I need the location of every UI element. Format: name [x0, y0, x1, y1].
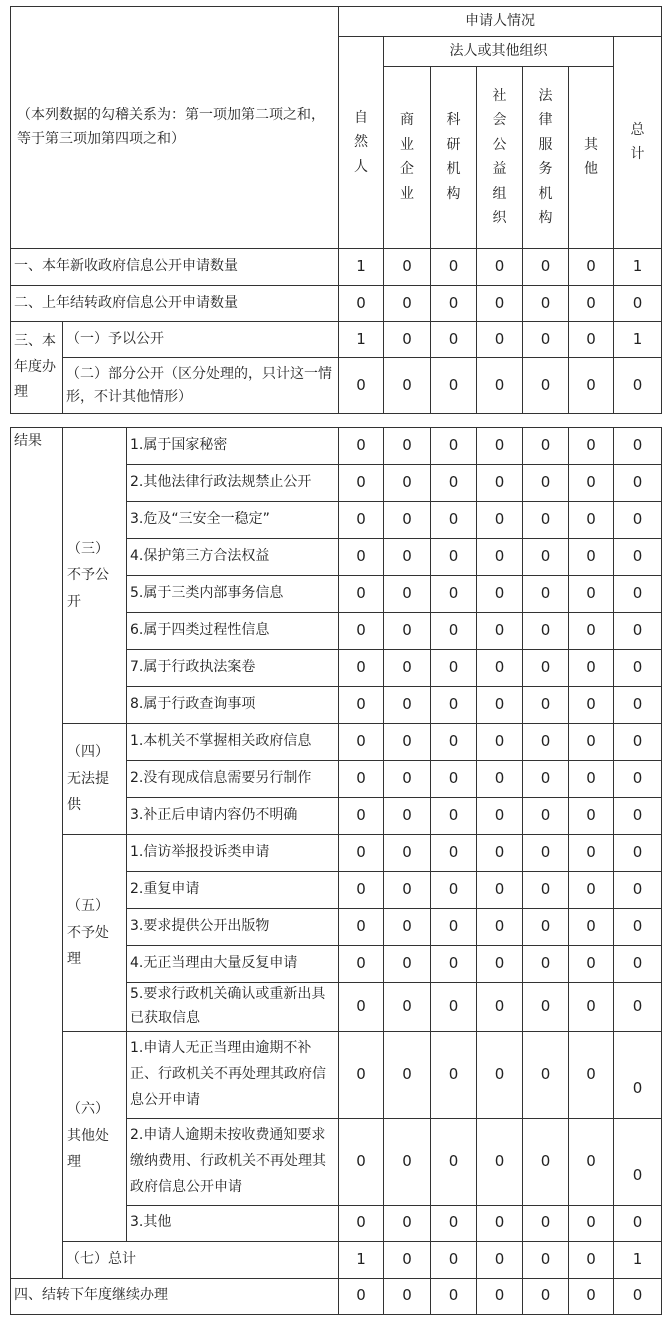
cell-value: 0 [569, 322, 614, 358]
cell-value: 0 [339, 428, 384, 465]
cell-value: 0 [569, 502, 614, 539]
cell-value: 1 [339, 1241, 384, 1278]
group-label: （四）无法提供 [63, 724, 127, 835]
cell-value: 0 [431, 576, 477, 613]
cell-value: 0 [384, 576, 431, 613]
cell-value: 0 [339, 946, 384, 983]
commercial-header: 商业企业 [384, 67, 431, 249]
cell-value: 0 [384, 1205, 431, 1241]
cell-value: 0 [384, 835, 431, 872]
row-label: 6.属于四类过程性信息 [127, 613, 339, 650]
cell-value: 0 [477, 1118, 523, 1205]
cell-value: 0 [523, 576, 569, 613]
row-label: 3.要求提供公开出版物 [127, 909, 339, 946]
row-label: 5.要求行政机关确认或重新出具已获取信息 [127, 983, 339, 1032]
cell-value: 0 [384, 687, 431, 724]
cell-value: 0 [477, 983, 523, 1032]
row-label: 一、本年新收政府信息公开申请数量 [11, 249, 339, 286]
table-row [11, 1241, 662, 1278]
cell-value: 0 [614, 428, 662, 465]
cell-value: 0 [431, 687, 477, 724]
cell-value: 0 [569, 613, 614, 650]
cell-value: 0 [614, 983, 662, 1032]
cell-value: 0 [477, 322, 523, 358]
cell-value: 0 [523, 428, 569, 465]
cell-value: 0 [384, 613, 431, 650]
cell-value: 0 [431, 983, 477, 1032]
cell-value: 0 [339, 358, 384, 414]
cell-value: 0 [339, 798, 384, 835]
cell-value: 0 [384, 909, 431, 946]
cell-value: 0 [569, 687, 614, 724]
cell-value: 0 [614, 613, 662, 650]
cell-value: 0 [384, 428, 431, 465]
table-row [11, 286, 662, 322]
row-label: 3.危及“三安全一稳定” [127, 502, 339, 539]
cell-value: 0 [477, 650, 523, 687]
row-label: 1.本机关不掌握相关政府信息 [127, 724, 339, 761]
cell-value: 0 [339, 909, 384, 946]
cell-value: 0 [431, 946, 477, 983]
cell-value: 0 [569, 724, 614, 761]
row-label: （一）予以公开 [63, 322, 339, 358]
cell-value: 0 [569, 286, 614, 322]
cell-value: 0 [477, 502, 523, 539]
cell-value: 0 [339, 1205, 384, 1241]
row-label: 3.其他 [127, 1205, 339, 1241]
cell-value: 0 [431, 1205, 477, 1241]
page-break [0, 420, 669, 426]
cell-value: 0 [384, 358, 431, 414]
cell-value: 0 [569, 946, 614, 983]
cell-value: 0 [614, 724, 662, 761]
cell-value: 0 [431, 724, 477, 761]
row-label: 7.属于行政执法案卷 [127, 650, 339, 687]
cell-value: 0 [339, 650, 384, 687]
cell-value: 0 [614, 1118, 662, 1205]
cell-value: 0 [431, 249, 477, 286]
cell-value: 0 [569, 539, 614, 576]
social-welfare-header: 社会公益组织 [477, 67, 523, 249]
cell-value: 0 [431, 613, 477, 650]
cell-value: 1 [614, 322, 662, 358]
cell-value: 0 [477, 286, 523, 322]
cell-value: 0 [339, 983, 384, 1032]
row-label: 1.申请人无正当理由逾期不补正、行政机关不再处理其政府信息公开申请 [127, 1031, 339, 1118]
cell-value: 0 [569, 249, 614, 286]
cell-value: 0 [339, 761, 384, 798]
cell-value: 0 [569, 1241, 614, 1278]
cell-value: 0 [477, 249, 523, 286]
cell-value: 0 [569, 1031, 614, 1118]
cell-value: 0 [523, 687, 569, 724]
cell-value: 0 [569, 761, 614, 798]
cell-value: 0 [431, 539, 477, 576]
cell-value: 0 [569, 798, 614, 835]
cell-value: 0 [477, 1205, 523, 1241]
cell-value: 0 [614, 687, 662, 724]
cell-value: 0 [431, 1278, 477, 1314]
cell-value: 0 [339, 502, 384, 539]
cell-value: 0 [339, 286, 384, 322]
table-row [11, 358, 662, 414]
cell-value: 0 [614, 465, 662, 502]
cell-value: 0 [477, 1031, 523, 1118]
row-label: 2.没有现成信息需要另行制作 [127, 761, 339, 798]
cell-value: 0 [339, 613, 384, 650]
cell-value: 0 [431, 872, 477, 909]
cell-value: 0 [523, 724, 569, 761]
legal-service-header: 法律服务机构 [523, 67, 569, 249]
row-label: 4.保护第三方合法权益 [127, 539, 339, 576]
cell-value: 0 [523, 798, 569, 835]
cell-value: 0 [569, 576, 614, 613]
cell-value: 0 [523, 761, 569, 798]
cell-value: 0 [523, 286, 569, 322]
cell-value: 0 [477, 613, 523, 650]
cell-value: 0 [339, 1031, 384, 1118]
cell-value: 0 [384, 539, 431, 576]
cell-value: 0 [431, 358, 477, 414]
cell-value: 0 [614, 650, 662, 687]
cell-value: 0 [339, 1278, 384, 1314]
row-label: 2.申请人逾期未按收费通知要求缴纳费用、行政机关不再处理其政府信息公开申请 [127, 1118, 339, 1205]
table-row [11, 428, 662, 465]
cell-value: 0 [431, 761, 477, 798]
cell-value: 0 [477, 724, 523, 761]
table-row [11, 322, 662, 358]
cell-value: 0 [384, 1118, 431, 1205]
cell-value: 0 [523, 1205, 569, 1241]
cell-value: 0 [384, 872, 431, 909]
cell-value: 0 [431, 322, 477, 358]
cell-value: 1 [339, 322, 384, 358]
cell-value: 0 [384, 249, 431, 286]
row-label: 二、上年结转政府信息公开申请数量 [11, 286, 339, 322]
row-label: 2.重复申请 [127, 872, 339, 909]
cell-value: 0 [339, 835, 384, 872]
cell-value: 0 [523, 1241, 569, 1278]
row-label: 8.属于行政查询事项 [127, 687, 339, 724]
table-row [11, 1278, 662, 1314]
cell-value: 0 [523, 465, 569, 502]
cell-value: 0 [431, 835, 477, 872]
cell-value: 0 [339, 724, 384, 761]
cell-value: 0 [477, 909, 523, 946]
table-row [11, 1031, 662, 1118]
group-label: （六）其他处理 [63, 1031, 127, 1241]
cell-value: 0 [614, 798, 662, 835]
table-row [11, 835, 662, 872]
cell-value: 0 [614, 1278, 662, 1314]
stats-table-top [10, 6, 662, 414]
cell-value: 0 [339, 1118, 384, 1205]
cell-value: 0 [569, 650, 614, 687]
row-label: 四、结转下年度继续办理 [11, 1278, 339, 1314]
cell-value: 0 [569, 983, 614, 1032]
cell-value: 0 [569, 428, 614, 465]
cell-value: 0 [569, 909, 614, 946]
cell-value: 0 [569, 872, 614, 909]
cell-value: 0 [614, 576, 662, 613]
cell-value: 0 [431, 1118, 477, 1205]
cell-value: 0 [477, 1278, 523, 1314]
legal-or-other-header: 法人或其他组织 [384, 37, 614, 67]
cell-value: 0 [569, 835, 614, 872]
cell-value: 0 [431, 286, 477, 322]
cell-value: 0 [384, 1241, 431, 1278]
cell-value: 0 [523, 946, 569, 983]
cell-value: 0 [431, 1241, 477, 1278]
cell-value: 0 [523, 358, 569, 414]
cell-value: 0 [384, 946, 431, 983]
cell-value: 0 [477, 872, 523, 909]
cell-value: 0 [384, 1278, 431, 1314]
group-label: （五）不予处理 [63, 835, 127, 1032]
cell-value: 0 [569, 1118, 614, 1205]
cell-value: 0 [339, 687, 384, 724]
cell-value: 0 [523, 1278, 569, 1314]
cell-value: 0 [384, 983, 431, 1032]
cell-value: 0 [431, 650, 477, 687]
research-header: 科研机构 [431, 67, 477, 249]
cell-value: 0 [523, 983, 569, 1032]
group-label: （三）不予公开 [63, 428, 127, 724]
cell-value: 0 [431, 798, 477, 835]
table-row [11, 249, 662, 286]
cell-value: 0 [339, 465, 384, 502]
cell-value: 0 [523, 1118, 569, 1205]
cell-value: 1 [339, 249, 384, 286]
cell-value: 0 [477, 576, 523, 613]
cell-value: 0 [477, 835, 523, 872]
total-header: 总计 [614, 37, 662, 249]
cell-value: 1 [614, 1241, 662, 1278]
cell-value: 1 [614, 249, 662, 286]
cell-value: 0 [384, 502, 431, 539]
natural-person-header: 自然人 [339, 37, 384, 249]
cell-value: 0 [384, 286, 431, 322]
cell-value: 0 [477, 465, 523, 502]
cell-value: 0 [614, 502, 662, 539]
cell-value: 0 [477, 946, 523, 983]
cell-value: 0 [477, 687, 523, 724]
cell-value: 0 [614, 1205, 662, 1241]
cell-value: 0 [614, 946, 662, 983]
cell-value: 0 [477, 761, 523, 798]
row-label: （二）部分公开（区分处理的，只计这一情形，不计其他情形） [63, 358, 339, 414]
cell-value: 0 [384, 798, 431, 835]
cell-value: 0 [614, 1031, 662, 1118]
cell-value: 0 [431, 428, 477, 465]
cell-value: 0 [384, 322, 431, 358]
row-label: 3.补正后申请内容仍不明确 [127, 798, 339, 835]
cell-value: 0 [523, 613, 569, 650]
result-label: 结果 [11, 428, 63, 1279]
cell-value: 0 [339, 539, 384, 576]
cell-value: 0 [431, 1031, 477, 1118]
cell-value: 0 [523, 1031, 569, 1118]
cell-value: 0 [477, 539, 523, 576]
cell-value: 0 [384, 465, 431, 502]
cell-value: 0 [477, 428, 523, 465]
cell-value: 0 [523, 909, 569, 946]
cell-value: 0 [614, 539, 662, 576]
cell-value: 0 [523, 539, 569, 576]
cell-value: 0 [523, 249, 569, 286]
cell-value: 0 [384, 761, 431, 798]
row-label: 1.属于国家秘密 [127, 428, 339, 465]
cell-value: 0 [523, 502, 569, 539]
section3-label: 三、本年度办理 [11, 322, 63, 414]
cell-value: 0 [614, 835, 662, 872]
cell-value: 0 [569, 1205, 614, 1241]
cell-value: 0 [431, 502, 477, 539]
cell-value: 0 [431, 465, 477, 502]
row-label: 5.属于三类内部事务信息 [127, 576, 339, 613]
cell-value: 0 [477, 1241, 523, 1278]
cell-value: 0 [614, 358, 662, 414]
cell-value: 0 [523, 650, 569, 687]
cell-value: 0 [384, 1031, 431, 1118]
cell-value: 0 [569, 1278, 614, 1314]
cell-value: 0 [477, 358, 523, 414]
cell-value: 0 [431, 909, 477, 946]
cell-value: 0 [569, 465, 614, 502]
cell-value: 0 [384, 724, 431, 761]
row-label: 1.信访举报投诉类申请 [127, 835, 339, 872]
note-text: （本列数据的勾稽关系为：第一项加第二项之和，等于第三项加第四项之和） [17, 106, 325, 147]
cell-value: 0 [614, 872, 662, 909]
other-header: 其他 [569, 67, 614, 249]
cell-value: 0 [523, 872, 569, 909]
table-row [11, 724, 662, 761]
cell-value: 0 [339, 872, 384, 909]
cell-value: 0 [614, 286, 662, 322]
cell-value: 0 [523, 835, 569, 872]
row-label: 2.其他法律行政法规禁止公开 [127, 465, 339, 502]
row-label: 4.无正当理由大量反复申请 [127, 946, 339, 983]
stats-table-bottom [10, 427, 662, 1315]
cell-value: 0 [614, 909, 662, 946]
cell-value: 0 [523, 322, 569, 358]
applicant-situation-header: 申请人情况 [339, 7, 662, 37]
cell-value: 0 [569, 358, 614, 414]
cell-value: 0 [384, 650, 431, 687]
cell-value: 0 [614, 761, 662, 798]
note-cell [11, 7, 339, 249]
cell-value: 0 [339, 576, 384, 613]
total-label: （七）总计 [63, 1241, 339, 1278]
cell-value: 0 [477, 798, 523, 835]
